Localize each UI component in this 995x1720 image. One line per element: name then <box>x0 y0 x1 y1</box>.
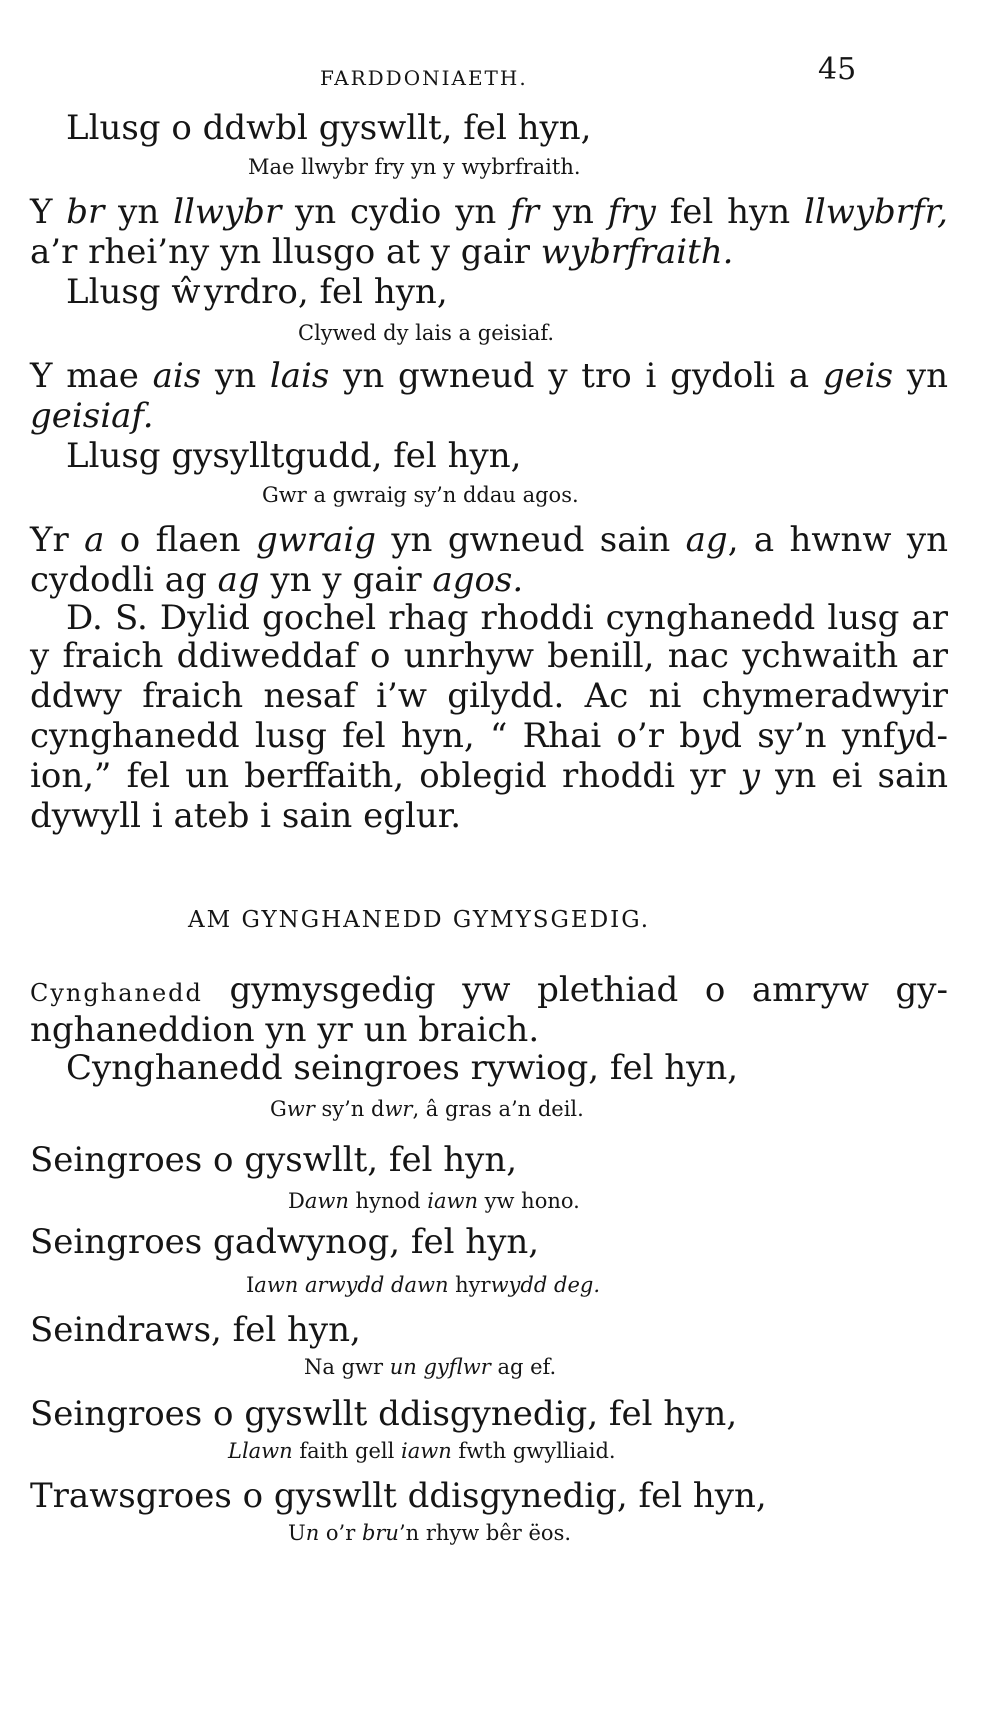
example-line-1: Mae llwybr fry yn y wybrfraith. <box>248 155 581 179</box>
definition-line: nghaneddion yn yr un braich. <box>30 1010 540 1050</box>
rule-intro-hidden-link: Llusg gysylltgudd, fel hyn, <box>66 436 522 476</box>
explanation-line: a’r rhei’ny yn llusgo at y gair wybrfraith. <box>30 232 734 272</box>
explanation-line: cydodli ag ag yn y gair agos. <box>30 560 524 600</box>
section-heading: AM GYNGHANEDD GYMYSGEDIG. <box>188 907 651 933</box>
running-title: FARDDONIAETH. <box>320 66 528 90</box>
rule-intro: Seingroes o gyswllt ddisgynedig, fel hyn, <box>30 1394 738 1434</box>
page-number: 45 <box>818 52 857 87</box>
explanation-line: Y br yn llwybr yn cydio yn fr yn fry fel hyn llwybrfr, <box>30 192 948 232</box>
explanation-line: geisiaf. <box>30 396 154 436</box>
example-line-2: Clywed dy lais a geisiaf. <box>298 321 555 345</box>
rule-intro-reversed: Llusg ŵyrdro, fel hyn, <box>66 272 448 312</box>
small-caps-term: Cynghanedd <box>30 979 203 1007</box>
example-line: Gwr sy’n dwr, â gras a’n deil. <box>270 1097 584 1121</box>
rule-intro: Seingroes o gyswllt, fel hyn, <box>30 1140 518 1180</box>
example-line: Dawn hynod iawn yw hono. <box>288 1189 580 1213</box>
rule-intro: Seindraws, fel hyn, <box>30 1310 361 1350</box>
note-line: dywyll i ateb i sain eglur. <box>30 796 462 836</box>
example-line: Na gwr un gyflwr ag ef. <box>304 1355 557 1379</box>
explanation-line: Y mae ais yn lais yn gwneud y tro i gydoli a geis yn <box>30 356 948 396</box>
example-line-3: Gwr a gwraig sy’n ddau agos. <box>262 483 579 507</box>
rule-intro: Cynghanedd seingroes rywiog, fel hyn, <box>66 1048 739 1088</box>
rule-intro: Trawsgroes o gyswllt ddisgynedig, fel hyn, <box>30 1476 767 1516</box>
note-line: cynghanedd lusg fel hyn, “ Rhai o’r byd sy’n ynfyd- <box>30 716 948 756</box>
rule-intro-double-link: Llusg o ddwbl gyswllt, fel hyn, <box>66 108 592 148</box>
note-line: D. S. Dylid gochel rhag rhoddi cynghanedd lusg ar <box>66 598 948 638</box>
note-line: ddwy fraich nesaf i’w gilydd. Ac ni chymeradwyir <box>30 676 948 716</box>
explanation-line: Yr a o flaen gwraig yn gwneud sain ag, a hwnw yn <box>30 520 949 560</box>
example-line: Un o’r bru’n rhyw bêr ëos. <box>288 1521 572 1545</box>
note-line: ion,” fel un berffaith, oblegid rhoddi yr y yn ei sain <box>30 756 948 796</box>
definition-line: Cynghanedd gymysgedig yw plethiad o amryw gy- <box>30 970 948 1010</box>
rule-intro: Seingroes gadwynog, fel hyn, <box>30 1222 540 1262</box>
example-line: Iawn arwydd dawn hyrwydd deg. <box>246 1273 600 1297</box>
example-line: Llawn faith gell iawn fwth gwylliaid. <box>228 1439 616 1463</box>
note-line: y fraich ddiweddaf o unrhyw benill, nac ychwaith ar <box>30 636 948 676</box>
